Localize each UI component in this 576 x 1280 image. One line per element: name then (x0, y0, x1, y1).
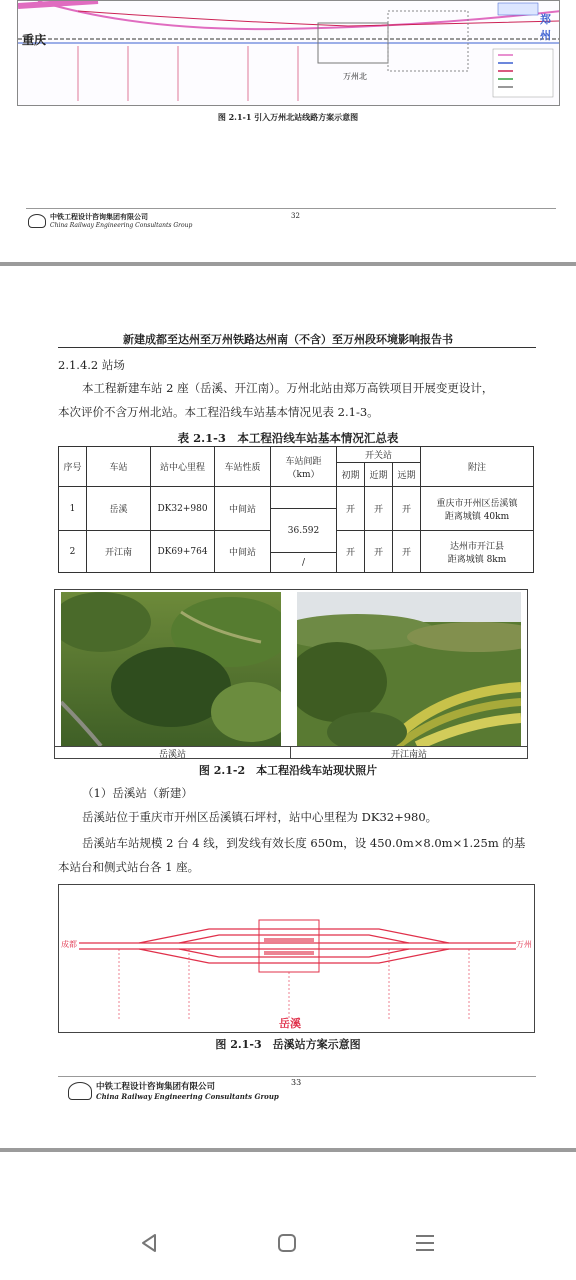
cell-no: 1 (59, 487, 87, 531)
th-near: 近期 (365, 463, 393, 487)
page-number: 33 (291, 1078, 302, 1087)
cell-far: 开 (393, 531, 421, 573)
th-initial: 初期 (337, 463, 365, 487)
footer-logo-prev (28, 212, 192, 229)
photo-label-yuexi: 岳溪站 (55, 746, 291, 759)
th-no: 序号 (59, 447, 87, 487)
home-icon[interactable] (276, 1233, 298, 1255)
title-rule (58, 347, 536, 348)
cell-nature: 中间站 (215, 531, 271, 573)
cell-mileage: DK32+980 (151, 487, 215, 531)
cell-distance-between: 36.592 (271, 509, 337, 553)
station-photos-figure (54, 589, 528, 759)
cell-note (421, 531, 534, 573)
figure-caption-2-1-1: 图 2.1-1 引入万州北站线路方案示意图 (217, 112, 359, 122)
cell-initial: 开 (337, 487, 365, 531)
note-line-2: 距离城镇 8km (447, 554, 507, 565)
cell-distance-last: / (271, 553, 337, 573)
map-label-chongqing: 重庆 (22, 33, 47, 47)
paragraph-1-line-2: 本次评价不含万州北站。本工程沿线车站基本情况见表 2.1-3。 (58, 405, 379, 419)
page-separator (0, 1148, 576, 1152)
crec-logo-icon (28, 214, 46, 228)
diagram-label-chengdu: 成都 (61, 940, 77, 949)
route-map-figure (17, 0, 560, 106)
photo-yuexi (61, 592, 281, 746)
cell-far: 开 (393, 487, 421, 531)
cell-no: 2 (59, 531, 87, 573)
cell-near: 开 (365, 531, 393, 573)
cell-note (421, 487, 534, 531)
menu-icon[interactable] (414, 1233, 436, 1255)
cell-station: 岳溪 (87, 487, 151, 531)
cell-initial: 开 (337, 531, 365, 573)
cell-nature: 中间站 (215, 487, 271, 531)
cell-distance-blank (271, 487, 337, 509)
photo-kaijiangnan (297, 592, 521, 746)
th-mileage: 站中心里程 (151, 447, 215, 487)
page-separator (0, 262, 576, 266)
table-row (59, 487, 534, 509)
table-caption: 表 2.1-3 本工程沿线车站基本情况汇总表 (177, 431, 399, 445)
company-name-cn: 中铁工程设计咨询集团有限公司 (96, 1082, 216, 1092)
station-table (58, 446, 534, 573)
company-name-en: China Railway Engineering Consultants Group (50, 222, 193, 229)
th-distance: 车站间距（km） (271, 447, 337, 487)
footer-rule (58, 1076, 536, 1077)
back-icon[interactable] (138, 1232, 160, 1254)
figure-caption-2-1-3: 图 2.1-3 岳溪站方案示意图 (215, 1038, 361, 1051)
section-heading: 2.1.4.2 站场 (58, 358, 125, 372)
previous-page (0, 0, 576, 262)
note-line-2: 距离城镇 40km (444, 511, 510, 522)
nav-bar (0, 1200, 576, 1280)
crec-logo-icon (68, 1082, 92, 1100)
th-far: 远期 (393, 463, 421, 487)
cell-station: 开江南 (87, 531, 151, 573)
cell-near: 开 (365, 487, 393, 531)
th-opening: 开关站 (337, 447, 421, 463)
company-name-en: China Railway Engineering Consultants Group (96, 1092, 279, 1101)
paragraph-2: 岳溪站位于重庆市开州区岳溪镇石坪村，站中心里程为 DK32+980。 (82, 810, 438, 824)
map-label-wanzhoubei: 万州北 (343, 72, 367, 81)
cell-mileage: DK69+764 (151, 531, 215, 573)
diagram-label-station: 岳溪 (279, 1017, 301, 1030)
yuexi-station-diagram (58, 884, 535, 1033)
map-label-zhengzhou: 郑州 (540, 13, 551, 42)
photo-label-kaijiangnan: 开江南站 (291, 746, 527, 759)
route-map-drawing (18, 1, 560, 106)
figure-caption-2-1-2: 图 2.1-2 本工程沿线车站现状照片 (198, 764, 378, 777)
sub-heading-yuexi: （1）岳溪站（新建） (82, 786, 193, 800)
footer-rule (26, 208, 556, 209)
station-layout-drawing (59, 885, 535, 1033)
paragraph-3-line-1: 岳溪站车站规模 2 台 4 线，到发线有效长度 650m，设 450.0m×8.0m×1.25m 的基 (82, 836, 526, 850)
paragraph-3-line-2: 本站台和侧式站台各 1 座。 (58, 860, 200, 874)
note-line-1: 达州市开江县 (449, 541, 504, 552)
diagram-label-wanzhou: 万州 (516, 940, 532, 949)
document-title: 新建成都至达州至万州铁路达州南（不含）至万州段环境影响报告书 (123, 333, 453, 346)
paragraph-1-line-1: 本工程新建车站 2 座（岳溪、开江南）。万州北站由郑万高铁项目开展变更设计， (82, 381, 494, 395)
th-station: 车站 (87, 447, 151, 487)
footer-logo (68, 1080, 279, 1101)
th-note: 附注 (421, 447, 534, 487)
company-name-cn: 中铁工程设计咨询集团有限公司 (50, 212, 148, 221)
page-number-prev: 32 (291, 212, 300, 220)
th-nature: 车站性质 (215, 447, 271, 487)
note-line-1: 重庆市开州区岳溪镇 (436, 498, 518, 509)
